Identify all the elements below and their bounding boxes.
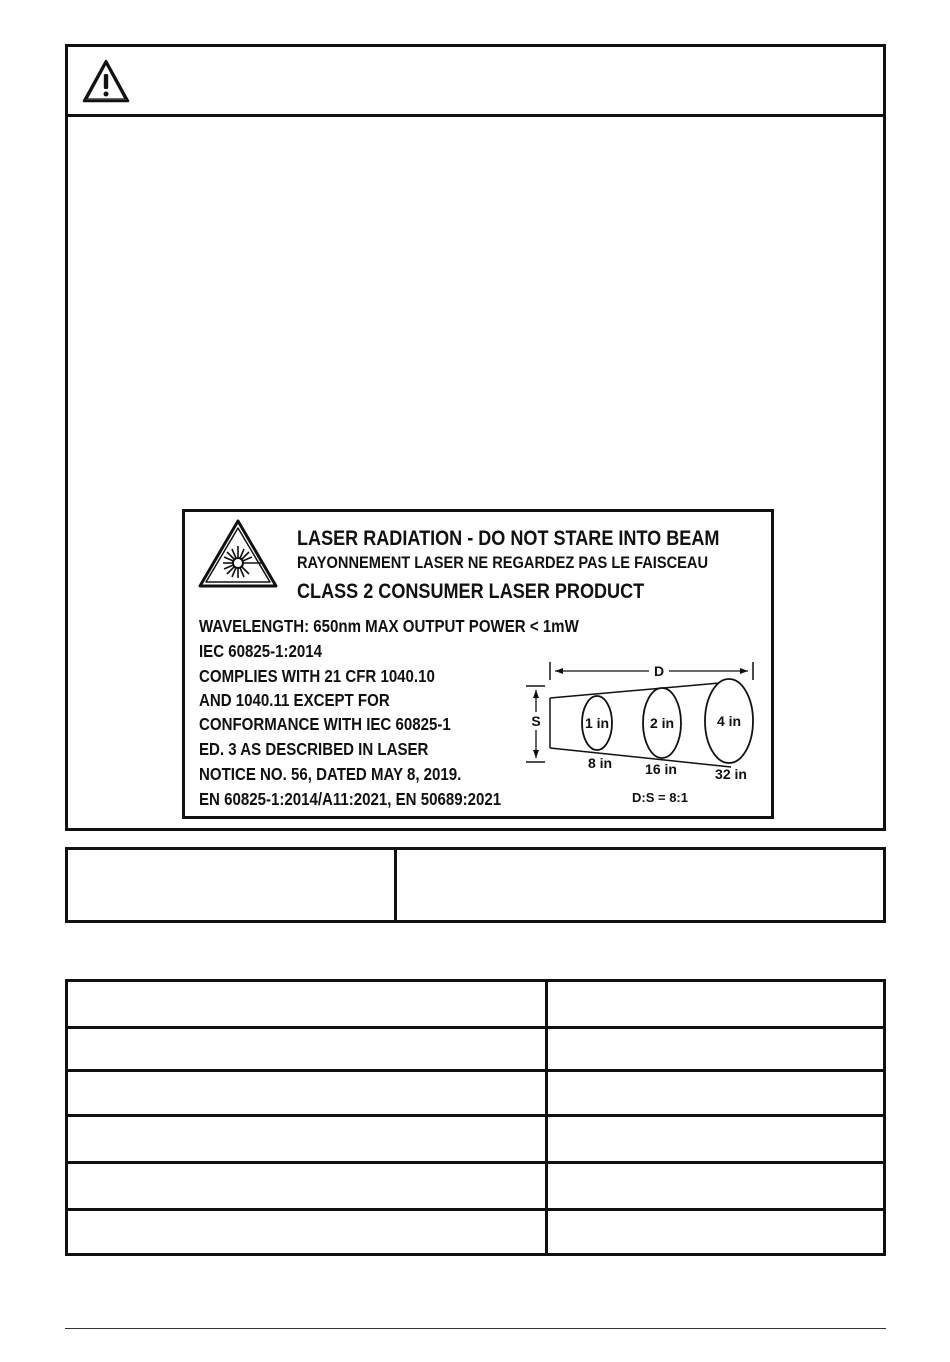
warning-header [68,47,883,117]
spot-size-4: 4 in [716,713,742,729]
table-row-line [68,1208,883,1211]
table-row-line [68,1069,883,1072]
spot-s-label: S [531,713,541,729]
label-line-cfr: COMPLIES WITH 21 CFR 1040.10 [199,666,435,686]
label-line-wavelength: WAVELENGTH: 650nm MAX OUTPUT POWER < 1mW [199,616,579,636]
label-line-edition: ED. 3 AS DESCRIBED IN LASER [199,739,429,759]
table-row-line [68,1114,883,1117]
distance-d-label: D [653,663,665,679]
ds-ratio: D:S = 8:1 [632,790,688,805]
table-column-divider [545,982,548,1253]
label-line-notice: NOTICE NO. 56, DATED MAY 8, 2019. [199,764,462,784]
label-line-en: EN 60825-1:2014/A11:2021, EN 50689:2021 [199,789,502,809]
laser-hazard-icon [197,518,279,590]
beam-divergence-diagram [525,662,765,812]
label-line-conformance: CONFORMANCE WITH IEC 60825-1 [199,714,451,734]
distance-8: 8 in [587,755,613,771]
distance-16: 16 in [645,761,677,777]
spot-size-2: 2 in [649,715,675,731]
spec-table [65,979,886,1256]
laser-class-text: CLASS 2 CONSUMER LASER PRODUCT [297,580,645,603]
footer-rule [65,1328,886,1329]
warning-box [65,44,886,831]
label-line-except: AND 1040.11 EXCEPT FOR [199,690,390,710]
laser-warning-french: RAYONNEMENT LASER NE REGARDEZ PAS LE FAISCEAU [297,553,709,572]
info-divider [394,850,397,920]
table-row-line [68,1026,883,1029]
warning-triangle-icon [80,57,132,105]
laser-warning-heading: LASER RADIATION - DO NOT STARE INTO BEAM [297,527,720,550]
table-row-line [68,1161,883,1164]
spot-size-1: 1 in [584,715,610,731]
label-line-iec: IEC 60825-1:2014 [199,641,323,661]
distance-32: 32 in [715,766,747,782]
laser-warning-label [182,509,774,819]
info-box [65,847,886,923]
